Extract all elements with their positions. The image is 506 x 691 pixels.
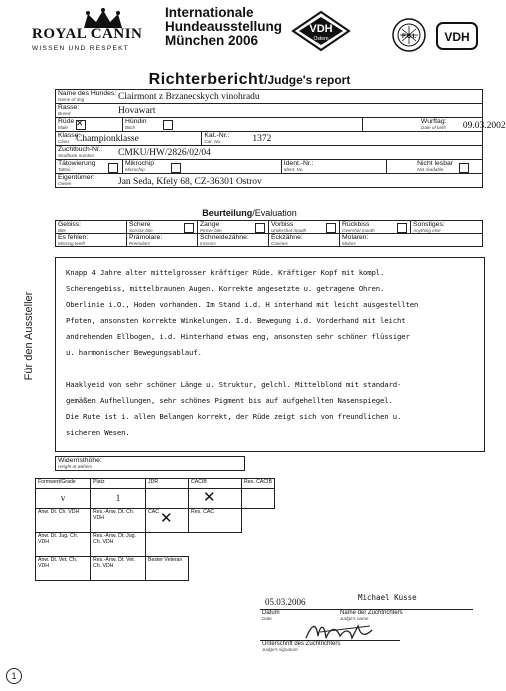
report-line: Scherengebiss, mittelbraunen Augen. Korrekte angesetzte u. getragene Ohren. [66, 284, 385, 293]
empty-cell [146, 533, 275, 557]
anw-dt-jug-cell[interactable]: Anw. Dt. Jug. Ch. VDH [36, 533, 91, 557]
best-veteran-cell[interactable]: Bester Veteran [146, 557, 189, 581]
svg-text:VDH: VDH [309, 23, 333, 35]
date-label: Datum [262, 610, 280, 616]
molars-cell: Molaren: Molars [340, 234, 483, 247]
pincer-bite-cell: Zange Pincer bite [198, 221, 269, 234]
report-line: Pfoten, ansonsten korrekte Winkelungen. I.d. Bewegung i.d. Vorderhand mit leicht [66, 316, 406, 325]
female-checkbox[interactable] [163, 120, 173, 130]
jdr-header: JDR [146, 479, 189, 489]
evaluation-grid [55, 220, 483, 247]
res-anw-dt-ch-cell[interactable]: Res.-Anw. Dt. Ch. VDH [91, 509, 146, 533]
svg-text:VDH: VDH [444, 30, 470, 44]
class-value[interactable]: Championklasse [76, 134, 139, 144]
catno-cell: Kat.-Nr.: Cat. No. 1372 [202, 132, 483, 146]
incisors-cell: Schneidezähne: Incisors [198, 234, 269, 247]
side-label: Für den Aussteller [23, 291, 35, 381]
undershot-cell: Vorbiss Undershot mouth [269, 221, 340, 234]
place-header: Platz [91, 479, 146, 489]
jdr-value[interactable] [146, 489, 189, 509]
report-line: Oberlinie i.O., Hoden vorhanden. Im Stand i.d. H interhand mit leicht ausgestellten [66, 300, 419, 309]
height-cell[interactable]: Widerristhöhe: Height at withers [56, 457, 245, 471]
judge-name: Michael Kusse [358, 593, 417, 602]
female-cell: Hündin Bitch [123, 118, 363, 132]
signature-label-en: Judge's signature [262, 647, 298, 652]
anw-dt-ch-cell[interactable]: Anw. Dt. Ch. VDH [36, 509, 91, 533]
results-grid [35, 478, 275, 581]
owner-value[interactable]: Jan Seda, Kfely 68, CZ-36301 Ostrov [118, 177, 262, 187]
not-readable-cell: Nicht lesbar Not readable [387, 160, 483, 174]
report-line: Knapp 4 Jahre alter mittelgrosser kräftiger Rüde. Kräftiger Kopf mit kompl. [66, 268, 385, 277]
grade-header: Formwert/Grade [36, 479, 91, 489]
report-line: sicheren Wesen. [66, 428, 130, 437]
chip-checkbox[interactable] [171, 163, 181, 173]
male-cell: Rüde Male ✕ [56, 118, 123, 132]
place-value[interactable]: 1 [91, 489, 146, 509]
overshot-checkbox[interactable] [397, 223, 407, 233]
royal-canin-logo [18, 8, 148, 52]
chip-cell: Mikrochip Microchip [123, 160, 282, 174]
studbook-cell: Zuchtbuch-Nr.: Studbook number CMKU/HW/2826/02/04 [56, 146, 483, 160]
report-title: Richterbericht/Judge's report [148, 71, 351, 88]
canines-cell: Eckzähne: Canines [269, 234, 340, 247]
show-title: Internationale Hundeausstellung München 2006 [165, 5, 283, 48]
missing-teeth-cell: Es fehlen: Missing teeth [56, 234, 127, 247]
dob-value[interactable]: 09.03.2002 [462, 121, 506, 131]
cacib-header: CACIB [189, 479, 242, 489]
ident-cell: Ident.-Nr.: Ident. No. [281, 160, 386, 174]
male-checkbox[interactable] [76, 120, 86, 130]
vdh-show-logo [291, 10, 351, 52]
brand-tagline: WISSEN UND RESPEKT [32, 45, 130, 52]
page-number: 1 [6, 668, 22, 684]
vdh-logo [436, 22, 478, 50]
grade-value[interactable]: v [36, 489, 91, 509]
breed-value[interactable]: Hovawart [118, 106, 156, 116]
dob-cell: Wurftag: Date of birth 09.03.2002 [362, 118, 482, 132]
scissor-bite-checkbox[interactable] [184, 223, 194, 233]
report-line: andrehenden Ellbogen, i.d. Hinterhand etwas eng, ansonsten sehr schöner flüssiger [66, 332, 410, 341]
empty-cell [189, 557, 275, 581]
signature-label: Unterschrift des Zuchtrichters [262, 641, 341, 647]
anw-dt-vet-cell[interactable]: Anw. Dt. Vet. Ch. VDH [36, 557, 91, 581]
report-line: Haaklyeid von sehr schöner Länge u. Struktur, gelchl. Mittelblond mit standard- [66, 380, 402, 389]
report-date: 05.03.2006 [265, 597, 306, 607]
report-line: Die Rute ist i. allen Belangen korrekt, der Rüde zeigt sich von freundlichen u. [66, 412, 402, 421]
cac-cell[interactable]: CAC ✕ [146, 509, 189, 533]
res-cacib-value[interactable] [242, 489, 275, 509]
dog-details-form [55, 89, 506, 188]
res-cac-cell[interactable]: Res. CAC [189, 509, 242, 533]
svg-text:F.C.I.: F.C.I. [401, 34, 417, 40]
res-cacib-header: Res. CACIB [242, 479, 275, 489]
studbook-value[interactable]: CMKU/HW/2826/02/04 [118, 148, 211, 158]
not-readable-checkbox[interactable] [459, 163, 469, 173]
tattoo-cell: Tätowierung Tattoo [56, 160, 123, 174]
height-table [55, 456, 245, 471]
dog-name-value[interactable]: Clairmont z Brzanecskych vinohradu [118, 92, 260, 102]
brand-name: ROYAL CANIN [32, 26, 143, 42]
fci-logo [392, 18, 426, 52]
res-anw-dt-vet-cell[interactable]: Res.-Anw. Dt. Vet. Ch. VDH [91, 557, 146, 581]
date-label-en: Date [262, 616, 272, 621]
judge-name-label-en: Judge's name [340, 616, 369, 621]
class-cell: Klasse: Class Championklasse [56, 132, 202, 146]
premolars-cell: Prämolare: Premolars [127, 234, 198, 247]
cacib-value[interactable] [189, 489, 242, 509]
svg-text:Ostern: Ostern [313, 36, 329, 42]
evaluation-heading: Beurteilung/Evaluation [202, 208, 297, 218]
undershot-checkbox[interactable] [326, 223, 336, 233]
overshot-cell: Rückbiss Overshot mouth [340, 221, 411, 234]
tattoo-checkbox[interactable] [108, 163, 118, 173]
breed-cell: Rasse: Breed Hovawart [56, 104, 483, 118]
bite-label-cell: Gebiss: Bite [56, 221, 127, 234]
owner-cell: Eigentümer: Owner Jan Seda, Kfely 68, CZ-36301 Ostrov [56, 174, 483, 188]
dog-name-cell: Name des Hundes: Name of dog Clairmont z Brzanecskych vinohradu [56, 90, 483, 104]
scissor-bite-cell: Schere Scissor bite [127, 221, 198, 234]
report-line: u. harmonischer Bewegungsablauf. [66, 348, 202, 357]
cacib-cross-mark: ✕ [203, 489, 216, 506]
pincer-bite-checkbox[interactable] [255, 223, 265, 233]
res-anw-dt-jug-cell[interactable]: Res.-Anw. Dt. Jug. Ch. VDH [91, 533, 146, 557]
cac-cross-mark: ✕ [160, 510, 173, 527]
report-line: gemäßen Aufhellungen, sehr schönes Pigment bis auf aufgehellten Nasenspiegel. [66, 396, 393, 405]
catno-value[interactable]: 1372 [252, 134, 272, 144]
judge-name-label: Name der Zuchtrichters [340, 610, 403, 616]
empty-cell [242, 509, 275, 533]
other-cell: Sonstiges: Anything else [411, 221, 483, 234]
